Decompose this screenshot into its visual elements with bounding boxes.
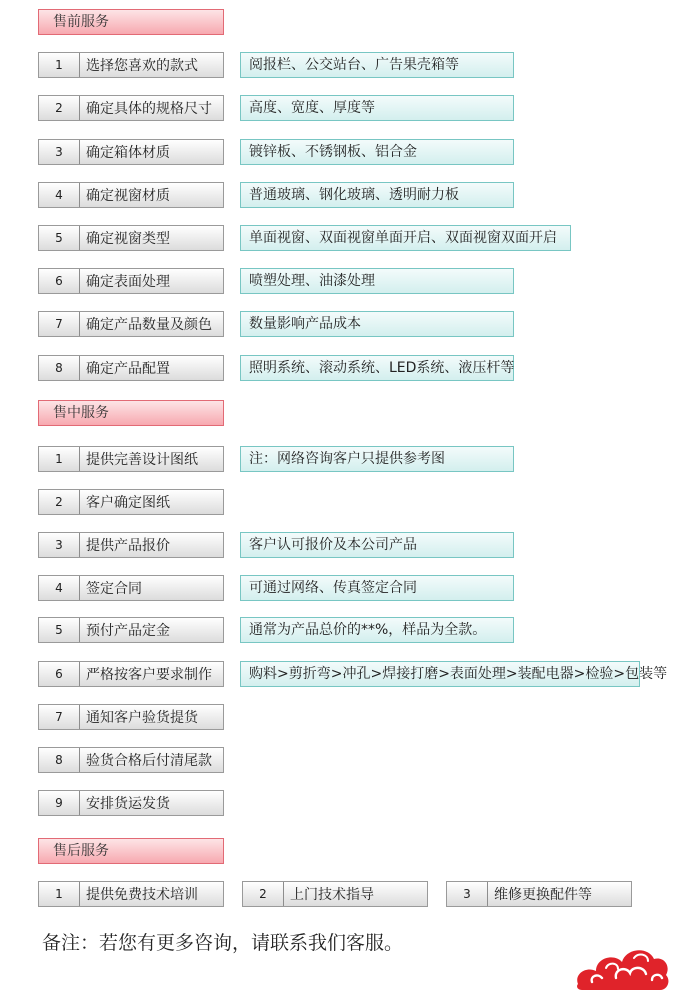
- section-header-pre-sale: [38, 9, 224, 35]
- in-sale-step-3: [38, 532, 224, 558]
- pre-sale-step-6-desc: 喷塑处理、油漆处理: [240, 268, 514, 294]
- step-label: 客户确定图纸: [86, 495, 170, 511]
- pre-sale-step-6: [38, 268, 224, 294]
- pre-sale-step-3: [38, 139, 224, 165]
- pre-sale-step-8-desc: 照明系统、滚动系统、LED系统、液压杆等: [240, 355, 514, 381]
- step-label: 确定表面处理: [86, 274, 170, 290]
- pre-sale-step-8: [38, 355, 224, 381]
- in-sale-step-3-desc: 客户认可报价及本公司产品: [240, 532, 514, 558]
- step-label: 确定视窗材质: [86, 188, 170, 204]
- step-number: 3: [447, 882, 488, 906]
- section-header-in-sale: [38, 400, 224, 426]
- footer-note: 备注：若您有更多咨询，请联系我们客服。: [42, 932, 404, 954]
- after-sale-step-1: [38, 881, 224, 907]
- step-label: 验货合格后付清尾款: [86, 753, 212, 769]
- pre-sale-step-2: [38, 95, 224, 121]
- step-label: 通知客户验货提货: [86, 710, 198, 726]
- step-label: 签定合同: [86, 581, 142, 597]
- step-label: 严格按客户要求制作: [86, 667, 212, 683]
- step-label: 提供完善设计图纸: [86, 452, 198, 468]
- step-number: 5: [39, 618, 80, 642]
- step-number: 2: [243, 882, 284, 906]
- in-sale-step-5: [38, 617, 224, 643]
- step-label: 确定具体的规格尺寸: [86, 101, 212, 117]
- pre-sale-step-4: [38, 182, 224, 208]
- in-sale-step-8: [38, 747, 224, 773]
- pre-sale-step-3-desc: 镀锌板、不锈钢板、铝合金: [240, 139, 514, 165]
- section-title: 售后服务: [53, 843, 109, 859]
- auspicious-cloud-icon: [572, 938, 672, 996]
- step-number: 1: [39, 53, 80, 77]
- step-label: 预付产品定金: [86, 623, 170, 639]
- step-number: 1: [39, 882, 80, 906]
- pre-sale-step-7: [38, 311, 224, 337]
- pre-sale-step-5-desc: 单面视窗、双面视窗单面开启、双面视窗双面开启: [240, 225, 571, 251]
- in-sale-step-6: [38, 661, 224, 687]
- pre-sale-step-2-desc: 高度、宽度、厚度等: [240, 95, 514, 121]
- step-number: 4: [39, 576, 80, 600]
- step-number: 7: [39, 705, 80, 729]
- in-sale-step-4: [38, 575, 224, 601]
- section-title: 售前服务: [53, 14, 109, 30]
- step-label: 确定视窗类型: [86, 231, 170, 247]
- step-number: 3: [39, 140, 80, 164]
- step-label: 确定产品数量及颜色: [86, 317, 212, 333]
- step-number: 4: [39, 183, 80, 207]
- pre-sale-step-5: [38, 225, 224, 251]
- step-label: 确定产品配置: [86, 361, 170, 377]
- step-number: 1: [39, 447, 80, 471]
- in-sale-step-7: [38, 704, 224, 730]
- step-label: 上门技术指导: [290, 887, 374, 903]
- step-number: 5: [39, 226, 80, 250]
- pre-sale-step-7-desc: 数量影响产品成本: [240, 311, 514, 337]
- pre-sale-step-1: [38, 52, 224, 78]
- in-sale-step-6-desc: 购料>剪折弯>冲孔>焊接打磨>表面处理>装配电器>检验>包装等: [240, 661, 640, 687]
- step-number: 9: [39, 791, 80, 815]
- step-label: 确定箱体材质: [86, 145, 170, 161]
- step-label: 安排货运发货: [86, 796, 170, 812]
- section-title: 售中服务: [53, 405, 109, 421]
- step-number: 8: [39, 356, 80, 380]
- section-header-after-sale: [38, 838, 224, 864]
- step-label: 提供产品报价: [86, 538, 170, 554]
- step-number: 6: [39, 269, 80, 293]
- step-label: 维修更换配件等: [494, 887, 592, 903]
- in-sale-step-4-desc: 可通过网络、传真签定合同: [240, 575, 514, 601]
- in-sale-step-9: [38, 790, 224, 816]
- pre-sale-step-4-desc: 普通玻璃、钢化玻璃、透明耐力板: [240, 182, 514, 208]
- step-number: 8: [39, 748, 80, 772]
- step-number: 3: [39, 533, 80, 557]
- step-label: 提供免费技术培训: [86, 887, 198, 903]
- in-sale-step-1-desc: 注：网络咨询客户只提供参考图: [240, 446, 514, 472]
- in-sale-step-2: [38, 489, 224, 515]
- after-sale-step-2: [242, 881, 428, 907]
- step-number: 2: [39, 490, 80, 514]
- pre-sale-step-1-desc: 阅报栏、公交站台、广告果壳箱等: [240, 52, 514, 78]
- step-number: 6: [39, 662, 80, 686]
- after-sale-step-3: [446, 881, 632, 907]
- in-sale-step-1: [38, 446, 224, 472]
- step-number: 7: [39, 312, 80, 336]
- step-number: 2: [39, 96, 80, 120]
- in-sale-step-5-desc: 通常为产品总价的**%，样品为全款。: [240, 617, 514, 643]
- step-label: 选择您喜欢的款式: [86, 58, 198, 74]
